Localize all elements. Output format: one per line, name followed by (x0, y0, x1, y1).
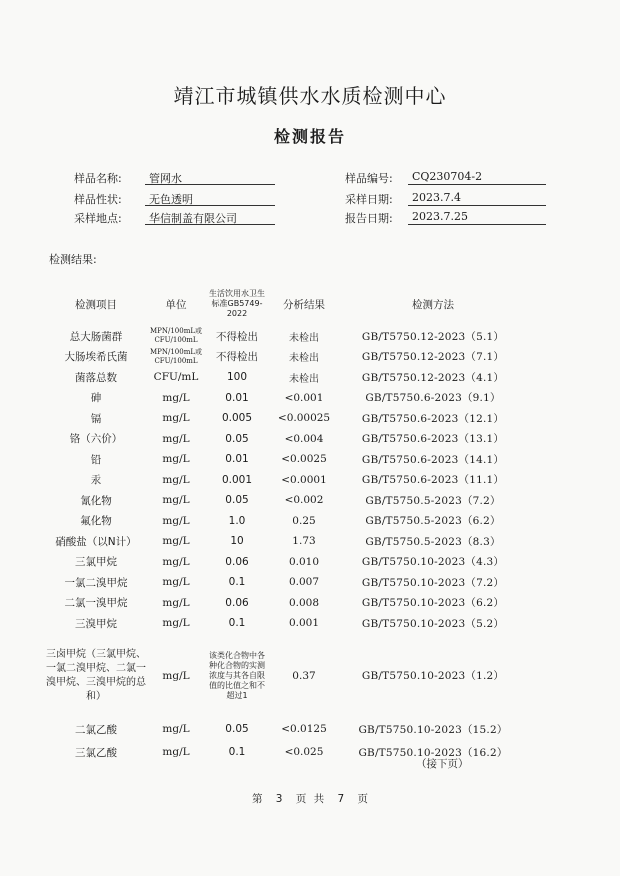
cell-result: 0.37 (292, 669, 316, 682)
cell-result: 未检出 (289, 353, 319, 365)
cell-limit: 0.1 (228, 617, 246, 630)
sample-name-label: 样品名称: (74, 172, 122, 185)
table-row (46, 408, 526, 429)
header-limit: 生活饮用水卫生标准GB5749-2022 (209, 289, 265, 318)
cell-result: 未检出 (289, 373, 319, 385)
cell-method: GB/T5750.10-2023（16.2） (358, 746, 508, 759)
cell-item: 三氯甲烷 (75, 556, 117, 569)
sampling-site-label: 采样地点: (74, 212, 122, 225)
cell-result: 0.001 (288, 617, 320, 630)
cell-method: GB/T5750.6-2023（13.1） (361, 433, 505, 446)
table-row (46, 552, 526, 573)
sample-info-row-3 (0, 210, 620, 228)
sample-property-label: 样品性状: (74, 193, 122, 206)
cell-unit: mg/L (162, 576, 190, 589)
cell-limit: 0.06 (225, 596, 249, 609)
cell-unit: mg/L (162, 555, 190, 568)
report-title: 检测报告 (273, 127, 346, 146)
header-result: 分析结果 (283, 298, 325, 311)
cell-unit: mg/L (162, 432, 190, 445)
cell-item: 砷 (90, 392, 102, 405)
table-row (46, 490, 526, 511)
cell-limit: 0.1 (228, 746, 246, 758)
table-header-row (46, 282, 526, 326)
organization-name: 靖江市城镇供水水质检测中心 (173, 84, 447, 108)
cell-unit: mg/L (162, 412, 190, 425)
cell-result: <0.0125 (281, 723, 327, 735)
cell-method: GB/T5750.6-2023（14.1） (361, 453, 505, 466)
table-row (46, 572, 526, 593)
sampling-date-value: 2023.7.4 (408, 191, 546, 206)
cell-limit: 1.0 (228, 514, 246, 527)
cell-method: GB/T5750.12-2023（5.1） (361, 330, 505, 343)
table-row (46, 449, 526, 470)
cell-unit: mg/L (162, 669, 190, 682)
table-row (46, 429, 526, 450)
cell-item: 汞 (90, 474, 102, 487)
table-row (46, 470, 526, 491)
cell-item: 铬（六价） (69, 433, 123, 446)
cell-item: 菌落总数 (75, 371, 117, 384)
pager-middle: 页 共 (295, 793, 325, 805)
cell-unit: mg/L (162, 535, 190, 548)
continued-note: （接下页） (416, 758, 469, 770)
sample-info-row-2 (0, 191, 620, 209)
cell-limit: 0.005 (221, 412, 253, 425)
cell-method: GB/T5750.5-2023（7.2） (365, 494, 501, 507)
pager-suffix: 页 (357, 793, 369, 805)
cell-result: <0.0001 (281, 473, 327, 486)
cell-result: 0.007 (288, 576, 320, 589)
cell-item: 一氯二溴甲烷 (64, 576, 128, 589)
results-table (46, 282, 526, 764)
cell-result: <0.00025 (277, 412, 331, 425)
cell-result: <0.025 (284, 746, 324, 758)
cell-item: 三氯乙酸 (75, 746, 117, 759)
cell-method: GB/T5750.5-2023（8.3） (365, 535, 501, 548)
cell-method: GB/T5750.6-2023（12.1） (361, 412, 505, 425)
table-row (46, 388, 526, 409)
header-item: 检测项目 (75, 298, 117, 311)
cell-method: GB/T5750.12-2023（4.1） (361, 371, 505, 384)
table-row (46, 593, 526, 614)
cell-unit: mg/L (162, 391, 190, 404)
cell-unit: mg/L (162, 617, 190, 630)
pager-prefix: 第 (251, 793, 263, 805)
cell-limit: 0.06 (225, 555, 249, 568)
cell-unit: mg/L (162, 746, 190, 758)
cell-unit: MPN/100mL或CFU/100mL (149, 327, 202, 345)
report-date-label: 报告日期: (345, 212, 393, 225)
table-row (46, 326, 526, 347)
cell-result: 0.008 (288, 596, 320, 609)
pager-total: 7 (337, 793, 345, 805)
cell-result: 未检出 (289, 332, 319, 344)
cell-item: 铅 (90, 453, 102, 466)
cell-unit: CFU/mL (153, 371, 199, 384)
cell-method: GB/T5750.10-2023（5.2） (361, 617, 505, 630)
cell-limit: 10 (230, 535, 244, 548)
cell-item: 二氯一溴甲烷 (64, 597, 128, 610)
table-row (46, 718, 526, 741)
cell-limit: 0.01 (225, 391, 249, 404)
cell-item: 三卤甲烷（三氯甲烷、一氯二溴甲烷、二氯一溴甲烷、三溴甲烷的总和） (46, 648, 146, 702)
cell-method: GB/T5750.12-2023（7.1） (361, 351, 505, 364)
cell-method: GB/T5750.6-2023（9.1） (365, 392, 501, 405)
cell-limit: 不得检出 (216, 330, 258, 343)
cell-method: GB/T5750.10-2023（6.2） (361, 597, 505, 610)
cell-result: 0.25 (292, 514, 316, 527)
sample-code-label: 样品编号: (345, 172, 393, 185)
cell-item: 氰化物 (80, 494, 112, 507)
sample-name-value: 管网水 (145, 170, 275, 185)
header-unit: 单位 (165, 298, 187, 311)
cell-method: GB/T5750.10-2023（4.3） (361, 556, 505, 569)
cell-item: 三溴甲烷 (75, 617, 117, 630)
table-row (46, 511, 526, 532)
cell-limit: 该类化合物中各种化合物的实测浓度与其各自限值的比值之和不超过1 (209, 650, 265, 700)
cell-unit: MPN/100mL或CFU/100mL (149, 347, 202, 365)
cell-method: GB/T5750.10-2023（15.2） (358, 723, 508, 736)
page-indicator (0, 791, 620, 806)
cell-limit: 0.1 (228, 576, 246, 589)
cell-result: 0.010 (288, 555, 320, 568)
sample-property-value: 无色透明 (145, 191, 275, 206)
cell-item: 总大肠菌群 (69, 330, 123, 343)
cell-limit: 0.05 (225, 723, 249, 735)
cell-item: 镉 (90, 412, 102, 425)
cell-result: 1.73 (292, 535, 316, 548)
cell-unit: mg/L (162, 453, 190, 466)
cell-method: GB/T5750.6-2023（11.1） (361, 474, 505, 487)
pager-current: 3 (275, 793, 283, 805)
cell-limit: 0.01 (225, 453, 249, 466)
table-row (46, 531, 526, 552)
cell-item: 大肠埃希氏菌 (64, 351, 128, 364)
header-method: 检测方法 (412, 298, 454, 311)
cell-limit: 100 (226, 371, 248, 384)
cell-method: GB/T5750.10-2023（1.2） (361, 670, 505, 682)
cell-result: <0.001 (284, 391, 324, 404)
cell-result: <0.004 (284, 432, 324, 445)
cell-limit: 不得检出 (216, 351, 258, 364)
sample-code-value: CQ230704-2 (408, 170, 546, 185)
cell-item: 氟化物 (80, 515, 112, 528)
cell-limit: 0.05 (225, 432, 249, 445)
cell-method: GB/T5750.10-2023（7.2） (361, 576, 505, 589)
sampling-date-label: 采样日期: (345, 193, 393, 206)
cell-result: <0.0025 (281, 453, 327, 466)
table-row (46, 347, 526, 368)
cell-method: GB/T5750.5-2023（6.2） (365, 515, 501, 528)
cell-result: <0.002 (284, 494, 324, 507)
table-row (46, 613, 526, 634)
table-row (46, 634, 526, 718)
sample-info-row-1 (0, 170, 620, 188)
cell-item: 硝酸盐（以N计） (55, 535, 137, 548)
cell-unit: mg/L (162, 514, 190, 527)
report-date-value: 2023.7.25 (408, 210, 546, 225)
cell-unit: mg/L (162, 723, 190, 735)
table-row (46, 367, 526, 388)
cell-limit: 0.05 (225, 494, 249, 507)
cell-item: 二氯乙酸 (75, 723, 117, 736)
results-section-label: 检测结果: (49, 253, 97, 266)
cell-unit: mg/L (162, 494, 190, 507)
sampling-site-value: 华信制盖有限公司 (145, 210, 275, 225)
cell-limit: 0.001 (221, 473, 253, 486)
cell-unit: mg/L (162, 596, 190, 609)
cell-unit: mg/L (162, 473, 190, 486)
